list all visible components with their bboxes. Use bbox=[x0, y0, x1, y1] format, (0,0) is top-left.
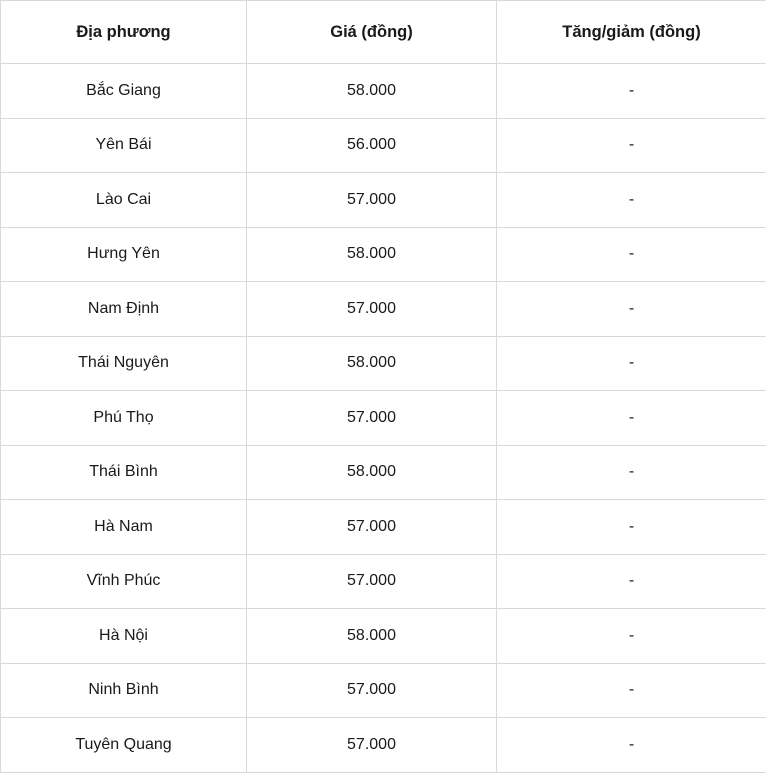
column-header-locality: Địa phương bbox=[1, 1, 247, 64]
cell-price: 58.000 bbox=[247, 445, 497, 500]
cell-change: - bbox=[497, 554, 766, 609]
table-row bbox=[1, 554, 766, 609]
table-row bbox=[1, 118, 766, 173]
cell-locality: Tuyên Quang bbox=[1, 718, 247, 773]
cell-change: - bbox=[497, 663, 766, 718]
cell-price: 57.000 bbox=[247, 554, 497, 609]
cell-locality: Hưng Yên bbox=[1, 227, 247, 282]
table-row bbox=[1, 282, 766, 337]
column-header-change: Tăng/giảm (đồng) bbox=[497, 1, 766, 64]
cell-locality: Nam Định bbox=[1, 282, 247, 337]
cell-price: 58.000 bbox=[247, 609, 497, 664]
table-row bbox=[1, 64, 766, 119]
cell-change: - bbox=[497, 445, 766, 500]
cell-change: - bbox=[497, 391, 766, 446]
cell-locality: Hà Nội bbox=[1, 609, 247, 664]
table-body bbox=[1, 64, 766, 773]
table-row bbox=[1, 391, 766, 446]
cell-change: - bbox=[497, 336, 766, 391]
cell-change: - bbox=[497, 227, 766, 282]
cell-change: - bbox=[497, 173, 766, 228]
cell-price: 57.000 bbox=[247, 718, 497, 773]
cell-locality: Thái Nguyên bbox=[1, 336, 247, 391]
table-header bbox=[1, 1, 766, 64]
cell-locality: Ninh Bình bbox=[1, 663, 247, 718]
table-header-row bbox=[1, 1, 766, 64]
cell-locality: Phú Thọ bbox=[1, 391, 247, 446]
cell-price: 57.000 bbox=[247, 173, 497, 228]
cell-change: - bbox=[497, 609, 766, 664]
cell-change: - bbox=[497, 118, 766, 173]
cell-change: - bbox=[497, 718, 766, 773]
cell-price: 58.000 bbox=[247, 64, 497, 119]
cell-locality: Hà Nam bbox=[1, 500, 247, 555]
cell-locality: Yên Bái bbox=[1, 118, 247, 173]
cell-price: 57.000 bbox=[247, 391, 497, 446]
table-row bbox=[1, 173, 766, 228]
cell-change: - bbox=[497, 64, 766, 119]
cell-price: 57.000 bbox=[247, 282, 497, 337]
cell-locality: Bắc Giang bbox=[1, 64, 247, 119]
cell-change: - bbox=[497, 500, 766, 555]
column-header-price: Giá (đồng) bbox=[247, 1, 497, 64]
table-row bbox=[1, 663, 766, 718]
cell-locality: Vĩnh Phúc bbox=[1, 554, 247, 609]
cell-price: 57.000 bbox=[247, 663, 497, 718]
table-row bbox=[1, 500, 766, 555]
cell-locality: Thái Bình bbox=[1, 445, 247, 500]
cell-locality: Lào Cai bbox=[1, 173, 247, 228]
cell-price: 58.000 bbox=[247, 227, 497, 282]
cell-price: 57.000 bbox=[247, 500, 497, 555]
table-row bbox=[1, 718, 766, 773]
table-row bbox=[1, 445, 766, 500]
cell-price: 56.000 bbox=[247, 118, 497, 173]
table-row bbox=[1, 336, 766, 391]
table-row bbox=[1, 609, 766, 664]
cell-change: - bbox=[497, 282, 766, 337]
cell-price: 58.000 bbox=[247, 336, 497, 391]
table-row bbox=[1, 227, 766, 282]
